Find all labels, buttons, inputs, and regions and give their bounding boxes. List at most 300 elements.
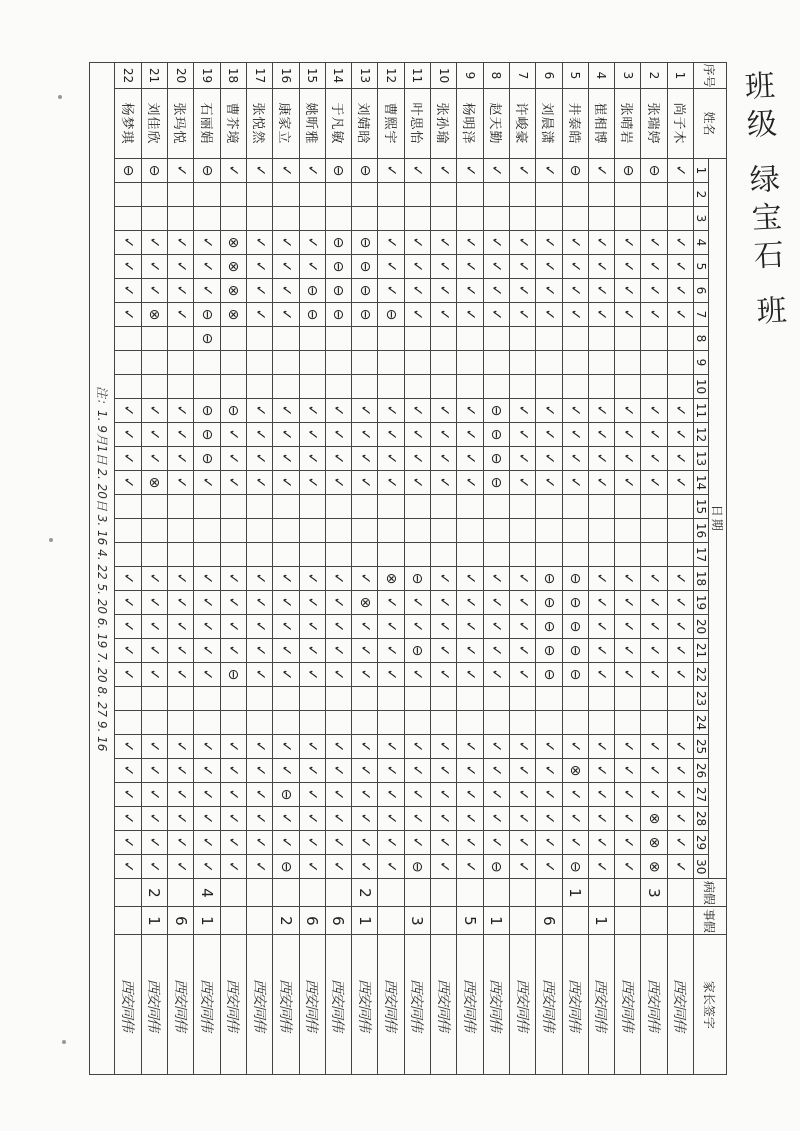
attendance-mark: ✓ [378, 855, 404, 879]
header-row-1 [709, 63, 727, 1075]
attendance-mark [562, 495, 588, 519]
attendance-mark: ✓ [299, 255, 325, 279]
attendance-mark [378, 543, 404, 567]
attendance-mark: ✓ [457, 399, 483, 423]
attendance-mark: ✓ [667, 231, 693, 255]
attendance-mark: ⊖ [536, 567, 562, 591]
attendance-mark: ✓ [483, 807, 509, 831]
attendance-mark: ✓ [220, 567, 246, 591]
attendance-mark: ✓ [378, 159, 404, 183]
attendance-mark: ⊗ [352, 591, 378, 615]
attendance-mark [588, 711, 614, 735]
attendance-mark: ✓ [168, 423, 194, 447]
parent-signature: 西安同伟 [168, 935, 194, 1075]
attendance-mark: ✓ [325, 423, 351, 447]
attendance-mark [141, 207, 167, 231]
attendance-mark: ✓ [168, 255, 194, 279]
attendance-mark: ⊗ [378, 567, 404, 591]
attendance-mark [562, 519, 588, 543]
attendance-mark: ✓ [194, 855, 220, 879]
attendance-mark: ✓ [404, 279, 430, 303]
attendance-mark: ⊖ [273, 783, 299, 807]
attendance-mark [457, 327, 483, 351]
attendance-mark: ✓ [168, 231, 194, 255]
day-header: 30 [694, 855, 709, 879]
attendance-mark: ✓ [141, 663, 167, 687]
personal-leave-count [220, 907, 246, 935]
day-header: 3 [694, 207, 709, 231]
attendance-mark: ✓ [115, 447, 141, 471]
attendance-mark: ✓ [536, 807, 562, 831]
attendance-mark: ✓ [115, 663, 141, 687]
attendance-mark: ✓ [588, 303, 614, 327]
parent-signature: 西安同伟 [404, 935, 430, 1075]
attendance-mark: ✓ [194, 663, 220, 687]
attendance-mark: ✓ [115, 303, 141, 327]
attendance-mark: ✓ [615, 831, 641, 855]
attendance-mark: ✓ [667, 279, 693, 303]
attendance-mark [641, 495, 667, 519]
personal-leave-count [509, 907, 535, 935]
sick-leave-count [509, 879, 535, 907]
attendance-mark: ✓ [509, 831, 535, 855]
attendance-mark: ⊖ [536, 663, 562, 687]
student-row [667, 63, 693, 1075]
attendance-mark: ⊗ [641, 807, 667, 831]
attendance-mark [299, 207, 325, 231]
attendance-mark: ✓ [141, 831, 167, 855]
attendance-mark [615, 351, 641, 375]
attendance-mark: ✓ [325, 735, 351, 759]
attendance-mark [667, 375, 693, 399]
attendance-mark: ✓ [641, 423, 667, 447]
attendance-mark: ✓ [299, 471, 325, 495]
row-seq: 16 [273, 63, 299, 89]
attendance-mark [299, 327, 325, 351]
day-header: 11 [694, 399, 709, 423]
attendance-mark: ✓ [615, 471, 641, 495]
personal-leave-count [246, 907, 272, 935]
attendance-mark: ✓ [404, 423, 430, 447]
attendance-mark: ⊖ [562, 591, 588, 615]
personal-leave-count: 6 [299, 907, 325, 935]
sick-leave-count [246, 879, 272, 907]
row-seq: 3 [615, 63, 641, 89]
attendance-mark: ✓ [615, 399, 641, 423]
parent-signature: 西安同伟 [431, 935, 457, 1075]
attendance-mark: ✓ [115, 639, 141, 663]
attendance-mark: ✓ [246, 735, 272, 759]
attendance-mark [509, 711, 535, 735]
attendance-mark: ✓ [325, 855, 351, 879]
attendance-mark [404, 207, 430, 231]
day-header: 23 [694, 687, 709, 711]
row-seq: 15 [299, 63, 325, 89]
student-name: 曹熙宇 [378, 89, 404, 159]
row-seq: 6 [536, 63, 562, 89]
attendance-mark: ✓ [352, 567, 378, 591]
attendance-mark: ⊖ [141, 159, 167, 183]
row-seq: 9 [457, 63, 483, 89]
attendance-mark: ⊖ [299, 303, 325, 327]
attendance-mark: ✓ [615, 639, 641, 663]
day-header: 18 [694, 567, 709, 591]
sick-leave-count [325, 879, 351, 907]
attendance-mark: ✓ [457, 855, 483, 879]
attendance-mark: ✓ [168, 567, 194, 591]
attendance-mark: ✓ [562, 831, 588, 855]
attendance-mark [115, 375, 141, 399]
attendance-mark [141, 687, 167, 711]
attendance-mark: ✓ [431, 399, 457, 423]
student-name: 许峻豪 [509, 89, 535, 159]
attendance-mark [641, 183, 667, 207]
attendance-mark [641, 519, 667, 543]
attendance-mark: ✓ [194, 831, 220, 855]
attendance-mark: ✓ [667, 735, 693, 759]
attendance-mark: ✓ [641, 639, 667, 663]
attendance-mark: ✓ [378, 639, 404, 663]
attendance-mark: ⊖ [562, 855, 588, 879]
attendance-mark: ✓ [273, 615, 299, 639]
attendance-mark: ✓ [562, 447, 588, 471]
attendance-mark: ✓ [457, 663, 483, 687]
attendance-mark: ✓ [562, 231, 588, 255]
attendance-mark: ⊖ [325, 279, 351, 303]
attendance-mark: ✓ [115, 471, 141, 495]
day-header: 8 [694, 327, 709, 351]
attendance-mark: ✓ [509, 399, 535, 423]
attendance-mark [325, 495, 351, 519]
student-name: 于凡敏 [325, 89, 351, 159]
attendance-mark: ✓ [246, 279, 272, 303]
attendance-mark: ⊖ [325, 231, 351, 255]
row-seq: 10 [431, 63, 457, 89]
day-header: 21 [694, 639, 709, 663]
attendance-mark: ⊖ [641, 159, 667, 183]
attendance-mark [641, 207, 667, 231]
attendance-mark: ✓ [220, 615, 246, 639]
student-name: 石丽娟 [194, 89, 220, 159]
day-header: 12 [694, 423, 709, 447]
attendance-mark: ✓ [641, 663, 667, 687]
personal-leave-count: 1 [588, 907, 614, 935]
attendance-mark: ✓ [588, 663, 614, 687]
attendance-mark: ✓ [667, 663, 693, 687]
attendance-mark: ✓ [536, 159, 562, 183]
attendance-mark: ✓ [562, 255, 588, 279]
attendance-mark [325, 375, 351, 399]
attendance-mark [615, 183, 641, 207]
attendance-mark [168, 375, 194, 399]
attendance-mark: ✓ [115, 855, 141, 879]
attendance-mark: ✓ [615, 279, 641, 303]
attendance-mark: ✓ [536, 447, 562, 471]
attendance-mark [299, 519, 325, 543]
sick-leave-count [615, 879, 641, 907]
attendance-mark: ✓ [246, 567, 272, 591]
attendance-mark: ✓ [431, 615, 457, 639]
attendance-mark: ✓ [299, 231, 325, 255]
student-row [431, 63, 457, 1075]
attendance-mark [246, 711, 272, 735]
student-name: 刘佳欣 [141, 89, 167, 159]
attendance-mark: ✓ [273, 447, 299, 471]
student-name: 康家立 [273, 89, 299, 159]
attendance-mark: ✓ [509, 423, 535, 447]
document-title: 班级 绿宝石 班 [738, 69, 787, 334]
attendance-mark: ✓ [352, 783, 378, 807]
attendance-mark: ✓ [246, 615, 272, 639]
attendance-mark: ✓ [588, 231, 614, 255]
attendance-mark: ✓ [299, 831, 325, 855]
attendance-mark [536, 183, 562, 207]
punch-hole [62, 1040, 66, 1044]
personal-leave-count: 5 [457, 907, 483, 935]
attendance-mark [536, 519, 562, 543]
attendance-mark [352, 183, 378, 207]
attendance-mark: ✓ [667, 399, 693, 423]
attendance-mark [168, 183, 194, 207]
student-name: 杨明泽 [457, 89, 483, 159]
attendance-mark [273, 543, 299, 567]
attendance-mark [246, 543, 272, 567]
attendance-mark: ✓ [352, 399, 378, 423]
personal-leave-count: 1 [194, 907, 220, 935]
attendance-mark: ✓ [246, 783, 272, 807]
attendance-mark: ✓ [404, 399, 430, 423]
attendance-mark: ⊖ [562, 663, 588, 687]
sick-leave-count [483, 879, 509, 907]
attendance-mark [325, 519, 351, 543]
attendance-mark [246, 207, 272, 231]
attendance-mark: ✓ [115, 255, 141, 279]
attendance-mark [615, 495, 641, 519]
attendance-mark: ✓ [404, 591, 430, 615]
attendance-mark: ⊖ [194, 159, 220, 183]
attendance-mark [431, 495, 457, 519]
attendance-mark: ⊖ [352, 279, 378, 303]
attendance-mark: ✓ [273, 639, 299, 663]
attendance-mark [325, 711, 351, 735]
attendance-mark: ✓ [378, 279, 404, 303]
attendance-mark [562, 711, 588, 735]
day-header: 27 [694, 783, 709, 807]
attendance-mark: ✓ [352, 807, 378, 831]
attendance-mark: ✓ [273, 735, 299, 759]
attendance-mark: ✓ [220, 735, 246, 759]
student-row [220, 63, 246, 1075]
attendance-mark [562, 183, 588, 207]
attendance-mark: ✓ [273, 303, 299, 327]
attendance-mark: ✓ [352, 423, 378, 447]
attendance-mark: ✓ [246, 231, 272, 255]
sick-leave-count: 2 [141, 879, 167, 907]
attendance-mark: ✓ [588, 735, 614, 759]
attendance-mark: ✓ [457, 759, 483, 783]
sick-leave-count [115, 879, 141, 907]
attendance-mark [536, 351, 562, 375]
attendance-mark: ✓ [141, 855, 167, 879]
attendance-mark: ✓ [588, 279, 614, 303]
parent-signature-header: 家长签字 [694, 935, 727, 1075]
attendance-mark [194, 375, 220, 399]
attendance-mark [194, 687, 220, 711]
attendance-mark [325, 327, 351, 351]
attendance-mark: ✓ [141, 447, 167, 471]
attendance-mark [299, 711, 325, 735]
attendance-mark [667, 519, 693, 543]
attendance-mark [615, 375, 641, 399]
attendance-mark [483, 543, 509, 567]
attendance-mark [509, 183, 535, 207]
attendance-mark [141, 495, 167, 519]
student-row [352, 63, 378, 1075]
day-header: 6 [694, 279, 709, 303]
attendance-mark [220, 207, 246, 231]
attendance-mark: ✓ [588, 255, 614, 279]
attendance-mark: ✓ [115, 783, 141, 807]
attendance-mark [404, 543, 430, 567]
attendance-mark: ✓ [641, 303, 667, 327]
attendance-mark [378, 711, 404, 735]
attendance-mark: ✓ [588, 447, 614, 471]
parent-signature: 西安同伟 [299, 935, 325, 1075]
day-header: 7 [694, 303, 709, 327]
student-row [404, 63, 430, 1075]
attendance-mark: ✓ [641, 279, 667, 303]
attendance-mark: ✓ [641, 759, 667, 783]
attendance-mark: ✓ [194, 639, 220, 663]
attendance-mark: ✓ [352, 735, 378, 759]
attendance-mark [483, 207, 509, 231]
attendance-mark: ✓ [431, 567, 457, 591]
attendance-mark: ✓ [220, 591, 246, 615]
attendance-mark: ✓ [273, 567, 299, 591]
attendance-mark: ✓ [431, 663, 457, 687]
student-row [115, 63, 141, 1075]
attendance-mark: ✓ [115, 735, 141, 759]
attendance-mark: ✓ [457, 807, 483, 831]
row-seq: 20 [168, 63, 194, 89]
attendance-mark: ✓ [483, 783, 509, 807]
attendance-mark: ✓ [404, 663, 430, 687]
student-name: 刘婧晗 [352, 89, 378, 159]
sick-leave-count [378, 879, 404, 907]
row-seq: 22 [115, 63, 141, 89]
attendance-mark: ✓ [483, 591, 509, 615]
attendance-mark: ✓ [536, 759, 562, 783]
attendance-mark [483, 519, 509, 543]
attendance-mark [404, 711, 430, 735]
attendance-mark: ✓ [588, 399, 614, 423]
student-name: 叶思怡 [404, 89, 430, 159]
attendance-mark [352, 543, 378, 567]
attendance-mark: ✓ [404, 231, 430, 255]
student-row [378, 63, 404, 1075]
parent-signature: 西安同伟 [615, 935, 641, 1075]
student-name: 杨梦琪 [115, 89, 141, 159]
attendance-mark: ✓ [404, 303, 430, 327]
attendance-mark: ✓ [404, 735, 430, 759]
attendance-mark: ✓ [615, 303, 641, 327]
attendance-mark: ✓ [273, 831, 299, 855]
seq-header: 序号 [694, 63, 727, 89]
punch-hole [58, 95, 62, 99]
attendance-mark [615, 327, 641, 351]
attendance-mark: ⊖ [483, 855, 509, 879]
sick-leave-count: 2 [352, 879, 378, 907]
attendance-mark [168, 327, 194, 351]
student-row [615, 63, 641, 1075]
attendance-mark [378, 183, 404, 207]
attendance-mark [168, 687, 194, 711]
attendance-mark: ✓ [667, 831, 693, 855]
attendance-mark [378, 687, 404, 711]
attendance-mark: ⊖ [536, 591, 562, 615]
attendance-mark: ⊗ [141, 471, 167, 495]
attendance-mark: ✓ [141, 399, 167, 423]
attendance-mark: ⊖ [352, 231, 378, 255]
day-header: 16 [694, 519, 709, 543]
attendance-mark: ✓ [509, 759, 535, 783]
attendance-mark: ⊖ [562, 567, 588, 591]
attendance-mark [273, 519, 299, 543]
attendance-mark [352, 327, 378, 351]
attendance-mark: ✓ [220, 759, 246, 783]
attendance-mark: ✓ [273, 759, 299, 783]
attendance-mark: ✓ [115, 279, 141, 303]
attendance-mark: ✓ [509, 807, 535, 831]
attendance-mark: ✓ [431, 807, 457, 831]
attendance-mark: ✓ [246, 471, 272, 495]
attendance-mark [431, 207, 457, 231]
attendance-mark: ⊖ [562, 639, 588, 663]
attendance-mark [509, 543, 535, 567]
attendance-mark [141, 519, 167, 543]
attendance-mark [483, 375, 509, 399]
attendance-mark [641, 711, 667, 735]
attendance-mark: ✓ [404, 783, 430, 807]
attendance-mark: ✓ [641, 615, 667, 639]
day-header: 1 [694, 159, 709, 183]
attendance-mark: ✓ [483, 735, 509, 759]
attendance-mark: ✓ [562, 423, 588, 447]
attendance-mark [141, 375, 167, 399]
day-header: 25 [694, 735, 709, 759]
attendance-mark [562, 543, 588, 567]
attendance-mark: ⊖ [536, 615, 562, 639]
row-seq: 21 [141, 63, 167, 89]
attendance-mark: ✓ [615, 663, 641, 687]
student-row [299, 63, 325, 1075]
attendance-mark: ✓ [194, 759, 220, 783]
attendance-mark: ✓ [378, 759, 404, 783]
sick-leave-count [404, 879, 430, 907]
attendance-mark: ✓ [325, 639, 351, 663]
attendance-mark: ✓ [615, 735, 641, 759]
attendance-mark: ✓ [641, 255, 667, 279]
row-seq: 8 [483, 63, 509, 89]
attendance-mark: ✓ [457, 303, 483, 327]
attendance-mark: ✓ [536, 279, 562, 303]
attendance-mark: ⊖ [562, 159, 588, 183]
attendance-mark: ✓ [273, 423, 299, 447]
attendance-mark [115, 351, 141, 375]
day-header: 2 [694, 183, 709, 207]
attendance-table-wrapper [89, 62, 727, 1074]
personal-leave-count: 6 [325, 907, 351, 935]
